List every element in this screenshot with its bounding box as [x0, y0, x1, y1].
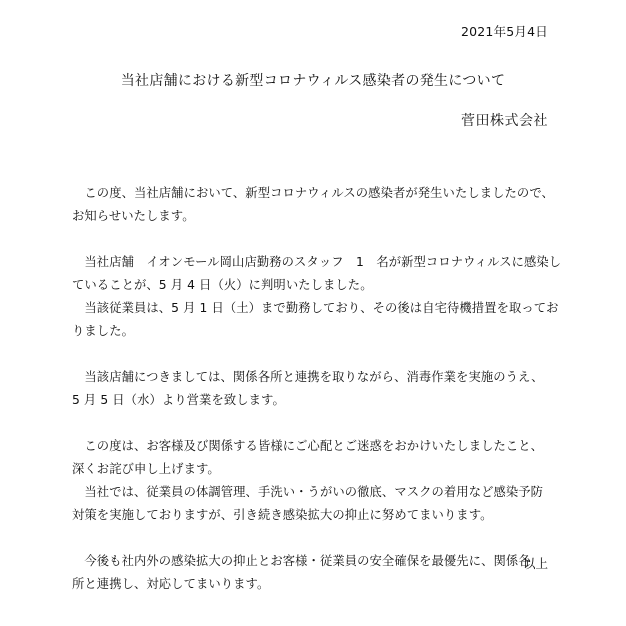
text-line: 今後も社内外の感染拡大の抑止とお客様・従業員の安全確保を最優先に、関係各	[72, 554, 531, 568]
text-line: 当社店舗 イオンモール岡山店勤務のスタッフ 1 名が新型コロナウィルスに感染し	[72, 255, 562, 269]
paragraph-details	[72, 251, 562, 343]
text-line: 当該従業員は、5 月 1 日（土）まで勤務しており、その後は自宅待機措置を取ってお	[72, 301, 559, 315]
closing-mark: 以上	[522, 556, 548, 571]
text-line: 対策を実施しておりますが、引き続き感染拡大の抑止に努めてまいります。	[72, 508, 493, 522]
paragraph-announcement	[72, 182, 554, 228]
paragraph-store-status	[72, 366, 554, 412]
text-line: 所と連携し、対応してまいります。	[72, 577, 270, 591]
document-title: 当社店舗における新型コロナウィルス感染者の発生について	[120, 73, 506, 89]
text-line: 深くお詫び申し上げます。	[72, 462, 220, 476]
paragraph-apology	[72, 435, 554, 527]
company-name: 菅田株式会社	[461, 113, 548, 129]
text-line: ていることが、5 月 4 日（火）に判明いたしました。	[72, 278, 373, 292]
text-line: お知らせいたします。	[72, 209, 195, 223]
document-body	[72, 182, 562, 619]
text-line: 5 月 5 日（水）より営業を致します。	[72, 393, 285, 407]
paragraph-future-policy	[72, 550, 554, 596]
document-date: 2021年5月4日	[460, 24, 548, 39]
text-line: りました。	[72, 324, 134, 338]
text-line: この度は、お客様及び関係する皆様にご心配とご迷惑をおかけいたしましたこと、	[72, 439, 544, 453]
text-line: 当該店舗につきましては、関係各所と連携を取りながら、消毒作業を実施のうえ、	[72, 370, 544, 384]
text-line: この度、当社店舗において、新型コロナウィルスの感染者が発生いたしましたので、	[72, 186, 554, 200]
text-line: 当社では、従業員の体調管理、手洗い・うがいの徹底、マスクの着用など感染予防	[72, 485, 544, 499]
